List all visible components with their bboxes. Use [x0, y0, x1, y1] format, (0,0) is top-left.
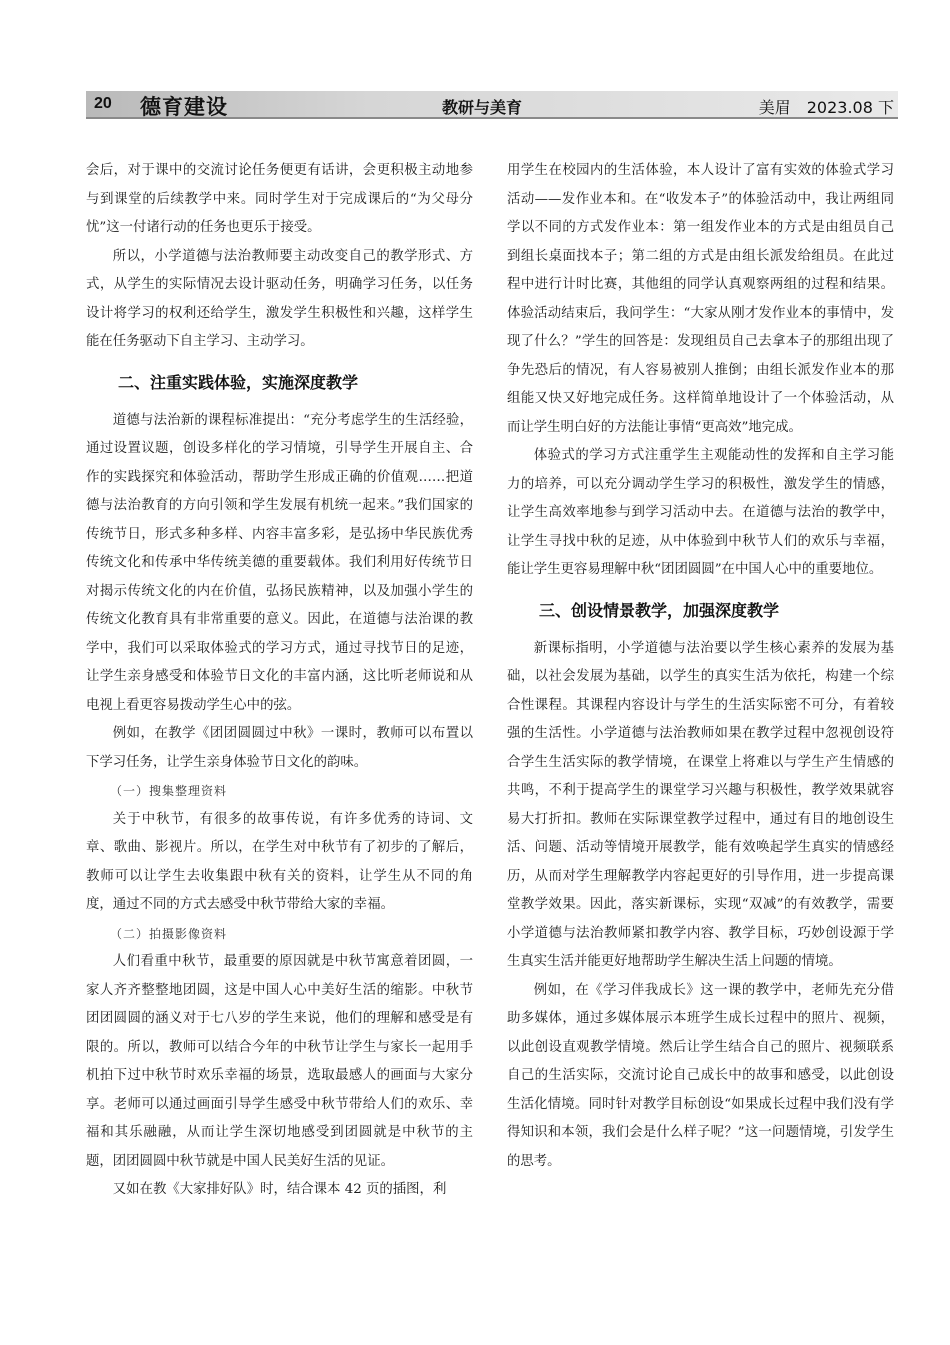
page-header — [86, 91, 898, 121]
subheading: （二）拍摄影像资料 — [110, 926, 228, 941]
paragraph: 例如，在教学《团团圆圆过中秋》一课时，教师可以布置以下学习任务，让学生亲身体验节日文化的韵味。 — [86, 726, 473, 770]
paragraph: 所以，小学道德与法治教师要主动改变自己的教学形式、方式，从学生的实际情况去设计驱动任务，明确学习任务，以任务设计将学习的权利还给学生，激发学生积极性和兴趣，这样学生能在任务驱动下自主学习、主动学习。 — [86, 248, 473, 349]
publication-name: 美眉 — [758, 98, 791, 117]
paragraph: 道德与法治新的课程标准提出：“充分考虑学生的生活经验，通过设置议题，创设多样化的学习情境，引导学生开展自主、合作的实践探究和体验活动，帮助学生形成正确的价值观……把道德与法治教育的方向引领和学生发展有机统一起来。”我们国家的传统节日，形式多种多样、内容丰富多彩，是弘扬中华民族优秀传统文化和传承中华传统美德的重要载体。我们利用好传统节日对揭示传统文化的内在价值，弘扬民族精神，以及加强小学生的传统文化教育具有非常重要的意义。因此，在道德与法治课的教学中，我们可以采取体验式的学习方式，通过寻找节日的足迹，让学生亲身感受和体验节日文化的丰富内涵，这比听老师说和从电视上看更容易拨动学生心中的弦。 — [86, 412, 473, 713]
page-number: 20 — [94, 95, 112, 112]
subheading: （一）搜集整理资料 — [110, 784, 228, 798]
section-heading: 三、创设情景教学，加强深度教学 — [539, 600, 780, 620]
paragraph: 又如在教《大家排好队》时，结合课本 42 页的插图，利 — [112, 1182, 447, 1197]
paragraph: 人们看重中秋节，最重要的原因就是中秋节寓意着团圆，一家人齐齐整整地团圆，这是中国人心中美好生活的缩影。中秋节团团圆圆的涵义对于七八岁的学生来说，他们的理解和感受是有限的。所以，教师可以结合今年的中秋节让学生与家长一起用手机拍下过中秋节时欢乐幸福的场景，选取最感人的画面与大家分享。老师可以通过画面引导学生感受中秋节带给人们的欢乐、幸福和其乐融融，从而让学生深切地感受到团圆就是中秋节的主题，团团圆圆中秋节就是中国人民美好生活的见证。 — [86, 954, 473, 1169]
paragraph: 会后，对于课中的交流讨论任务便更有话讲，会更积极主动地参与到课堂的后续教学中来。同时学生对于完成课后的“为父母分忧”这一付诸行动的任务也更乐于接受。 — [86, 163, 473, 235]
issue-date: 2023.08 下 — [806, 98, 894, 117]
paragraph: 新课标指明，小学道德与法治要以学生核心素养的发展为基础，以社会发展为基础，以学生的真实生活为依托，构建一个综合性课程。其课程内容设计与学生的生活实际密不可分，有着较强的生活性。小学道德与法治教师如果在教学过程中忽视创设符合学生生活实际的教学情境，在课堂上将难以与学生产生情感的共鸣，不利于提高学生的课堂学习兴趣与积极性，教学效果就容易大打折扣。教师在实际课堂教学过程中，通过有目的地创设生活、问题、活动等情境开展教学，能有效唤起学生真实的情感经历，从而对学生理解教学内容起更好的引导作用，进一步提高课堂教学效果。因此，落实新课标，实现“双减”的有效教学，需要小学道德与法治教师紧扣教学内容、教学目标，巧妙创设源于学生真实生活并能更好地帮助学生解决生活上问题的情境。 — [507, 640, 894, 969]
paragraph: 关于中秋节，有很多的故事传说，有许多优秀的诗词、文章、歌曲、影视片。所以，在学生对中秋节有了初步的了解后，教师可以让学生去收集跟中秋有关的资料，让学生从不同的角度，通过不同的方式去感受中秋节带给大家的幸福。 — [86, 811, 473, 912]
paragraph: 例如，在《学习伴我成长》这一课的教学中，老师先充分借助多媒体，通过多媒体展示本班学生成长过程中的照片、视频，以此创设直观教学情境。然后让学生结合自己的照片、视频联系自己的生活实际，交流讨论自己成长中的故事和感受，以此创设生活化情境。同时针对教学目标创设“如果成长过程中我们没有学得知识和本领，我们会是什么样子呢？”这一问题情境，引发学生的思考。 — [507, 982, 894, 1169]
left-column — [86, 157, 473, 1205]
journal-title: 德育建设 — [140, 95, 228, 119]
section-name: 教研与美育 — [442, 98, 523, 117]
issue-info — [759, 95, 894, 118]
paragraph: 体验式的学习方式注重学生主观能动性的发挥和自主学习能力的培养，可以充分调动学生学习的积极性，激发学生的情感，让学生高效率地参与到学习活动中去。在道德与法治的教学中，让学生寻找中秋的足迹，从中体验到中秋节人们的欢乐与幸福，能让学生更容易理解中秋“团团圆圆”在中国人心中的重要地位。 — [507, 448, 894, 577]
right-column — [507, 157, 894, 1176]
section-heading: 二、注重实践体验，实施深度教学 — [118, 372, 359, 392]
paragraph: 用学生在校园内的生活体验，本人设计了富有实效的体验式学习活动——发作业本和。在“收发本子”的体验活动中，我让两组同学以不同的方式发作业本：第一组发作业本的方式是由组员自己到组长桌面找本子；第二组的方式是由组长派发给组员。在此过程中进行计时比赛，其他组的同学认真观察两组的过程和结果。体验活动结束后，我问学生：“大家从刚才发作业本的事情中，发现了什么？”学生的回答是：发现组员自己去拿本子的那组出现了争先恐后的情况，有人容易被别人推倒；由组长派发作业本的那组能又快又好地完成任务。这样简单地设计了一个体验活动，从而让学生明白好的方法能让事情“更高效”地完成。 — [507, 163, 894, 435]
